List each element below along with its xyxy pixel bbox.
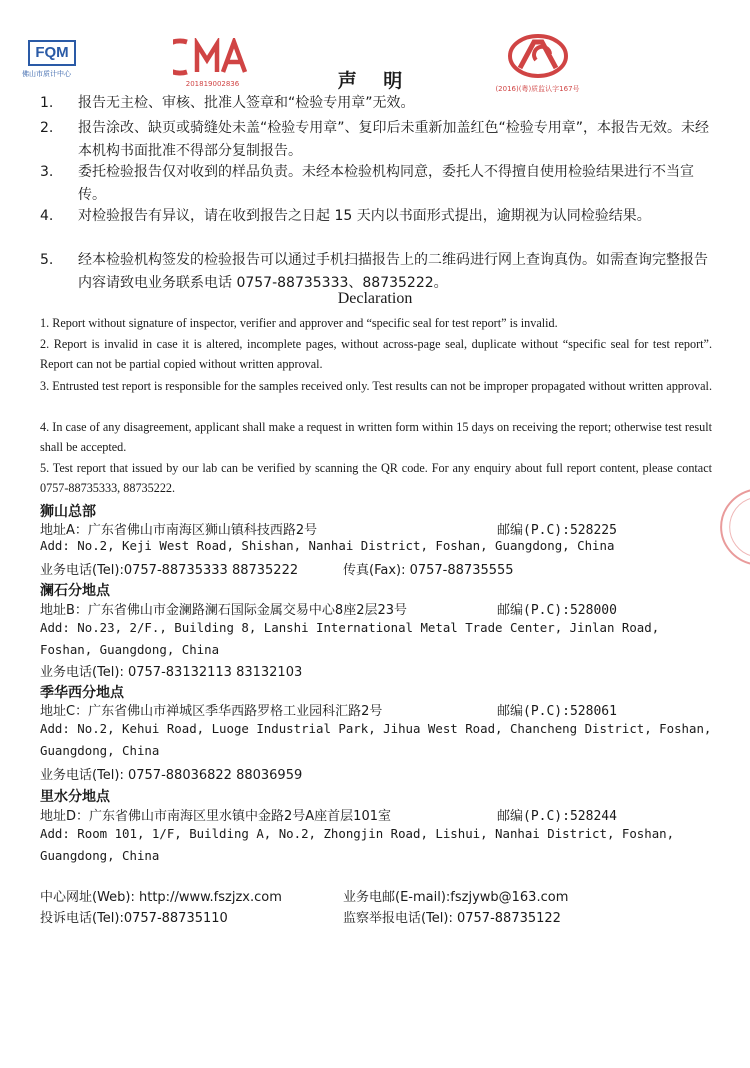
branch-3-postal: 邮编(P.C):528061 [497, 704, 617, 719]
branch-2-postal: 邮编(P.C):528000 [497, 603, 617, 618]
branch-3-address-en: Add: No.2, Kehui Road, Luoge Industrial Park, Jihua West Road, Chancheng District, Foshan, Guangdong, China [40, 721, 712, 758]
branch-4-postal: 邮编(P.C):528244 [497, 809, 617, 824]
branch-1-address-cn: 地址A：广东省佛山市南海区狮山镇科技西路2号 [40, 523, 318, 538]
footer-supervise-phone: 监察举报电话(Tel): 0757-88735122 [343, 911, 561, 926]
page-title: 声 明 [337, 70, 413, 92]
branch-4-address-cn: 地址D：广东省佛山市南海区里水镇中金路2号A座首层101室 [40, 809, 391, 824]
cma-number: 201819002836 [185, 80, 240, 88]
en-item-5: 5. Test report that issued by our lab can be verified by scanning the QR code. For any enquiry about full report content, please contact 0757-88735333, 88735222. [40, 461, 712, 495]
en-item-2: 2. Report is invalid in case it is altered, incomplete pages, without across-page seal, duplicate without “specific seal for test report”. Report can not be partial copied without written approval. [40, 337, 712, 371]
declaration-title: Declaration [337, 290, 413, 307]
cn-item-3: 3. 委托检验报告仅对收到的样品负责。未经本检验机构同意，委托人不得擅自使用检验结果进行不当宣传。 [40, 164, 694, 203]
branch-3-name: 季华西分地点 [40, 685, 124, 701]
branch-2-address-en: Add: No.23, 2/F., Building 8, Lanshi International Metal Trade Center, Jinlan Road, Foshan, Guangdong, China [40, 620, 660, 657]
en-item-3: 3. Entrusted test report is responsible for the samples received only. Test results can not be improper propagated without written approval. [40, 379, 712, 393]
branch-1-address-en: Add: No.2, Keji West Road, Shishan, Nanhai District, Foshan, Guangdong, China [40, 538, 615, 553]
branch-4-address-en: Add: Room 101, 1/F, Building A, No.2, Zhongjin Road, Lishui, Nanhai District, Foshan, Guangdong, China [40, 826, 675, 863]
footer-complaint-phone: 投诉电话(Tel):0757-88735110 [40, 911, 228, 926]
branch-2-name: 澜石分地点 [40, 583, 110, 599]
cal-caption: (2016)(粤)质监认字167号 [495, 85, 580, 93]
fqm-logo-mark: FQM [28, 40, 76, 66]
branch-4-name: 里水分地点 [40, 789, 110, 805]
footer-web: 中心网址(Web): http://www.fszjzx.com [40, 890, 282, 905]
cn-item-5: 5. 经本检验机构签发的检验报告可以通过手机扫描报告上的二维码进行网上查询真伪。如需查询完整报告内容请致电业务联系电话 0757-88735333、88735222。 [40, 252, 708, 291]
cn-item-4: 4. 对检验报告有异议，请在收到报告之日起 15 天内以书面形式提出，逾期视为认同检验结果。 [40, 208, 651, 224]
edge-seal-icon [708, 488, 750, 566]
branch-1-fax: 传真(Fax): 0757-88735555 [343, 563, 514, 578]
branch-2-phone: 业务电话(Tel): 0757-83132113 83132103 [40, 665, 303, 680]
branch-2-address-cn: 地址B：广东省佛山市金澜路澜石国际金属交易中心8座2层23号 [40, 603, 408, 618]
cn-item-1: 1. 报告无主检、审核、批准人签章和“检验专用章”无效。 [40, 95, 415, 111]
branch-1-phone: 业务电话(Tel):0757-88735333 88735222 [40, 563, 299, 578]
cn-item-2: 2. 报告涂改、缺页或骑缝处未盖“检验专用章”、复印后未重新加盖红色“检验专用章”，本报告无效。未经本机构书面批准不得部分复制报告。 [40, 120, 710, 159]
branch-1-name: 狮山总部 [40, 504, 96, 520]
branch-3-address-cn: 地址C：广东省佛山市禅城区季华西路罗格工业园科汇路2号 [40, 704, 383, 719]
footer-email: 业务电邮(E-mail):fszjywb@163.com [343, 890, 569, 905]
fqm-logo-caption: 佛山市质计中心 [22, 70, 71, 78]
branch-3-phone: 业务电话(Tel): 0757-88036822 88036959 [40, 768, 303, 783]
en-item-4: 4. In case of any disagreement, applicant shall make a request in written form within 15 days on receiving the report; otherwise test result shall be accepted. [40, 420, 712, 454]
branch-1-postal: 邮编(P.C):528225 [497, 523, 617, 538]
en-item-1: 1. Report without signature of inspector, verifier and approver and “specific seal for test report” is invalid. [40, 316, 558, 330]
